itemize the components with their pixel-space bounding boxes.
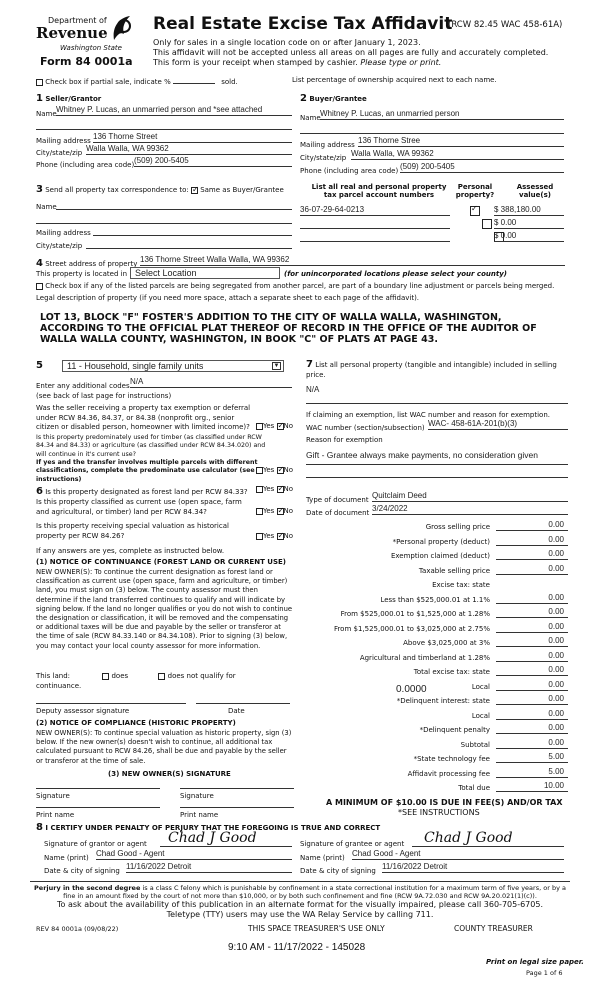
owner-signature-label-2: Signature <box>180 792 214 800</box>
tax-row-value[interactable]: 5.00 <box>496 767 568 778</box>
tax-row-value[interactable]: 0.00 <box>496 636 568 647</box>
parcel-personal-checkbox-1[interactable] <box>470 206 480 216</box>
seller-addr-field[interactable]: 136 Thorne Street <box>93 132 292 143</box>
section-3-number: 3 <box>36 184 43 195</box>
section-4-number: 4 <box>36 258 43 269</box>
parcels-header-assessed: Assessed value(s) <box>516 183 554 199</box>
tax-row-value[interactable]: 0.00 <box>496 593 568 604</box>
tax-row-value[interactable]: 0.00 <box>496 535 568 546</box>
owner-print-label-2: Print name <box>180 811 219 819</box>
tax-row-label: Local <box>471 711 490 720</box>
owner-print-label-1: Print name <box>36 811 75 819</box>
seller-phone-field[interactable]: (509) 200-5405 <box>134 156 292 167</box>
timber-no-label: No <box>283 466 294 474</box>
minimum-due-note: A MINIMUM OF $10.00 IS DUE IN FEE(S) AND/OR TAX <box>326 798 563 807</box>
doc-date-field[interactable]: 3/24/2022 <box>372 504 568 515</box>
historic-question: Is this property receiving special valuation as historical property per RCW 84.26? <box>36 522 229 540</box>
parcel-value-3[interactable]: $ 0.00 <box>494 231 564 242</box>
receipt-stamp: 9:10 AM - 11/17/2022 - 145028 <box>228 942 366 953</box>
seller-name-line2[interactable] <box>36 118 292 130</box>
notice-1-title: (1) NOTICE OF CONTINUANCE (FOREST LAND OR CURRENT USE) <box>36 558 286 566</box>
tax-row-label: Gross selling price <box>425 523 490 531</box>
header-line3-text: This form is your receipt when stamped by cashier. <box>153 58 358 67</box>
correspondence-label: Send all property tax correspondence to: <box>45 186 189 194</box>
buyer-phone-field[interactable]: (509) 200-5405 <box>400 162 564 173</box>
timber-question: Is this property predominately used for timber (as classified under RCW 84.34 and 84.33) or agriculture (as classified under RCW 84.34.020) and will continue in it's current use? <box>36 434 266 458</box>
historic-no-label: No <box>283 532 294 540</box>
partial-sale-sold: sold. <box>221 78 238 86</box>
doc-date-label: Date of document <box>306 509 370 517</box>
historic-no-checkbox[interactable] <box>277 533 284 540</box>
date-city-grantor-label: Date & city of signing <box>44 867 120 875</box>
deputy-signature-line[interactable] <box>36 696 186 704</box>
header-line2: This affidavit will not be accepted unless all areas on all pages are fully and accurately completed. <box>153 48 549 57</box>
deputy-date-label: Date <box>228 707 245 715</box>
tax-row-label: Agricultural and timberland at 1.28% <box>359 653 490 662</box>
perjury-text: is a class C felony which is punishable by confinement in a state correctional institution for a maximum term of five years, or by a fine in an amount fixed by the court of not more than $10,000, or by both such confinement and fine (RCW 9A.72.030 and RCW 9A.20.021(1)(c)). <box>63 884 566 900</box>
corr-name-field[interactable] <box>56 200 292 210</box>
uninc-note: (for unincorporated locations please select your county) <box>284 270 507 278</box>
segregated-row <box>36 282 554 290</box>
exemption-no-label: No <box>283 422 294 430</box>
section-1-title: Seller/Grantor <box>45 95 102 103</box>
parcel-number-2[interactable] <box>300 218 450 229</box>
notice-3-title: (3) NEW OWNER(S) SIGNATURE <box>108 770 231 778</box>
treasurer-use-only: THIS SPACE TREASURER'S USE ONLY <box>248 924 385 933</box>
alternate-format-note: To ask about the availability of this publication in an alternate format for the visually impaired, please call 360-705-6705. Teletype (TTY) users may use the WA Relay Service by calling 711. <box>57 900 543 919</box>
reason-label: Reason for exemption <box>306 436 383 444</box>
forest-land-row <box>36 486 248 497</box>
location-select[interactable]: Select Location <box>130 267 280 279</box>
buyer-name-label: Name <box>300 114 321 122</box>
street-label: Street address of property <box>45 260 138 268</box>
exemption-question: Was the seller receiving a property tax exemption or deferral under RCW 84.36, 84.37, or 84.38 (nonprofit org., senior citizen or disabled person, homeowner with limited income)? <box>36 404 251 431</box>
section-2-number: 2 <box>300 93 307 104</box>
form-rcw: (RCW 82.45 WAC 458-61A) <box>448 20 563 30</box>
tax-row-label: *Personal property (deduct) <box>392 537 490 546</box>
doc-type-label: Type of document <box>306 496 369 504</box>
owner-print-line-1[interactable] <box>36 800 160 808</box>
corr-name-line2[interactable] <box>36 212 292 224</box>
tax-row-label: Subtotal <box>460 740 490 749</box>
tax-row-label: Local <box>471 682 490 691</box>
correspondence-row <box>36 184 284 195</box>
buyer-phone-label: Phone (including area code) <box>300 167 399 175</box>
sig-grantee-field[interactable]: Chad J Good <box>412 830 564 847</box>
doc-type-field[interactable]: Quitclaim Deed <box>372 491 568 502</box>
exemption-yes-checkbox[interactable] <box>256 423 263 430</box>
sig-grantor-field[interactable]: Chad J Good <box>160 830 292 847</box>
buyer-name-line2[interactable] <box>300 122 564 134</box>
parcel-personal-checkbox-2[interactable] <box>482 219 492 229</box>
parcel-number-1[interactable]: 36-07-29-64-0213 <box>300 205 450 216</box>
continuance-label: continuance. <box>36 682 82 690</box>
buyer-name-field[interactable]: Whitney P. Lucas, an unmarried person <box>320 109 564 120</box>
exemption-yes-no <box>256 422 293 430</box>
partial-sale-checkbox[interactable] <box>36 79 43 86</box>
sig-grantor-label: Signature of grantor or agent <box>44 840 147 848</box>
rev-number: REV 84 0001a (09/08/22) <box>36 925 119 933</box>
sig-grantee-label: Signature of grantee or agent <box>300 840 405 848</box>
tax-row-label: From $1,525,000.01 to $3,025,000 at 2.75% <box>333 624 490 633</box>
codes-label: Enter any additional codes <box>36 382 130 390</box>
tax-row-value[interactable]: 5.00 <box>496 752 568 763</box>
tax-row-value[interactable]: 0.00 <box>496 709 568 720</box>
exemption-claim-label: If claiming an exemption, list WAC number and reason for exemption. <box>306 411 550 419</box>
personal-property-row <box>306 360 568 380</box>
name-print-grantee-field[interactable]: Chad Good - Agent <box>352 849 564 860</box>
current-use-yes-checkbox[interactable] <box>256 508 263 515</box>
tax-row-value[interactable]: 0.00 <box>496 665 568 676</box>
parcel-value-1[interactable]: $ 388,180.00 <box>494 205 564 216</box>
exemption-no-checkbox[interactable] <box>277 423 284 430</box>
owner-print-line-2[interactable] <box>180 800 294 808</box>
parcel-number-3[interactable] <box>300 231 450 242</box>
tax-row-value[interactable]: 0.00 <box>496 622 568 633</box>
current-use-no-checkbox[interactable] <box>277 508 284 515</box>
tax-calculation-table <box>300 520 568 800</box>
tax-row-label: *Delinquent penalty <box>419 726 490 734</box>
current-use-no-label: No <box>283 507 294 515</box>
forest-yes-no <box>256 485 293 493</box>
land-label: This land: <box>36 672 71 680</box>
name-print-grantor-field[interactable]: Chad Good - Agent <box>96 849 292 860</box>
does-label: does <box>111 672 129 680</box>
personal-property-line[interactable] <box>306 396 568 404</box>
forest-yes-checkbox[interactable] <box>256 486 263 493</box>
date-city-grantee-label: Date & city of signing <box>300 867 376 875</box>
deputy-signature-label: Deputy assessor signature <box>36 707 130 715</box>
current-use-question: Is this property classified as current use (open space, farm and agricultural, or timber) land per RCW 84.34? <box>36 498 242 516</box>
seller-name-field[interactable]: Whitney P. Lucas, an unmarried person and *see attached <box>56 105 292 116</box>
tax-row-value[interactable]: 0.00 <box>496 723 568 734</box>
local-rate-field[interactable]: 0.0000 <box>396 684 427 695</box>
street-row <box>36 258 137 269</box>
current-use-yes-no <box>256 507 293 515</box>
corr-addr-field[interactable] <box>93 226 292 236</box>
segregated-checkbox[interactable] <box>36 283 43 290</box>
ownership-note: List percentage of ownership acquired next to each name. <box>292 76 497 84</box>
legal-desc-label: Legal description of property (if you need more space, attach a separate sheet to each page of the affidavit). <box>36 294 420 302</box>
personal-property-label: List all personal property (tangible and intangible) included in selling price. <box>306 361 557 379</box>
forest-no-checkbox[interactable] <box>277 486 284 493</box>
legal-paper-note: Print on legal size paper. <box>486 958 584 966</box>
does-checkbox[interactable] <box>102 673 109 680</box>
parcel-value-2[interactable]: $ 0.00 <box>494 218 564 229</box>
tax-row-value[interactable]: 0.00 <box>496 520 568 531</box>
seller-city-field[interactable]: Walla Walla, WA 99362 <box>86 144 292 155</box>
tax-row-label: Affidavit processing fee <box>407 769 490 778</box>
logo-state: Washington State <box>60 44 122 52</box>
deputy-date-line[interactable] <box>196 696 290 704</box>
logo-revenue: Revenue <box>36 24 108 42</box>
date-city-grantor-field[interactable]: 11/16/2022 Detroit <box>126 862 292 873</box>
section-8-number: 8 <box>36 822 43 833</box>
if-yes-note: If any answers are yes, complete as instructed below. <box>36 547 225 555</box>
tax-row-value[interactable]: 0.00 <box>496 607 568 618</box>
notice-2-title: (2) NOTICE OF COMPLIANCE (HISTORIC PROPERTY) <box>36 719 236 727</box>
seller-addr-label: Mailing address <box>36 137 91 145</box>
buyer-heading <box>300 93 367 104</box>
tax-row-label: Excise tax: state <box>432 581 490 589</box>
timber-yes-no <box>256 466 293 474</box>
section-5-number: 5 <box>36 360 43 371</box>
wac-label: WAC number (section/subsection) <box>306 424 425 432</box>
tax-row-value[interactable]: 0.00 <box>496 680 568 691</box>
forest-no-label: No <box>283 485 294 493</box>
date-city-grantee-field[interactable]: 11/16/2022 Detroit <box>382 862 564 873</box>
corr-addr-label: Mailing address <box>36 229 91 237</box>
located-label: This property is located in <box>36 270 128 278</box>
header-line3-italic: Please type or print. <box>360 58 442 67</box>
notice-2-text: NEW OWNER(S): To continue special valuation as historic property, sign (3) below. If the new owner(s) doesn't wish to continue, all additional tax calculated pursuant to RCW 84.26, shall be due and payable by the seller or transferor at the time of sale. <box>36 729 292 765</box>
exemption-yes-label: Yes <box>263 422 275 430</box>
tax-row-value[interactable]: 0.00 <box>496 694 568 705</box>
page-number: Page 1 of 6 <box>526 969 563 977</box>
land-qualify-row <box>36 672 296 680</box>
tax-row-value[interactable]: 0.00 <box>496 564 568 575</box>
owner-signature-line-2[interactable] <box>180 781 294 789</box>
name-print-grantor-label: Name (print) <box>44 854 89 862</box>
reason-line-1[interactable] <box>306 461 568 465</box>
historic-yes-no <box>256 532 293 540</box>
owner-signature-label-1: Signature <box>36 792 70 800</box>
partial-sale-label: Check box if partial sale, indicate % <box>45 78 171 86</box>
tax-row-label: Exemption claimed (deduct) <box>390 552 490 560</box>
tax-row-label: Taxable selling price <box>418 566 490 575</box>
form-title: Real Estate Excise Tax Affidavit <box>153 14 453 34</box>
tax-row-label: From $525,000.01 to $1,525,000 at 1.28% <box>340 610 490 618</box>
see-back-note: (see back of last page for instructions) <box>36 392 172 400</box>
parcels-header-personal: Personal property? <box>455 183 495 199</box>
land-use-select[interactable] <box>62 360 284 372</box>
seller-heading <box>36 93 101 104</box>
partial-sale-percent-field[interactable] <box>173 77 215 84</box>
buyer-city-label: City/state/zip <box>300 154 347 162</box>
buyer-city-field[interactable]: Walla Walla, WA 99362 <box>351 149 564 160</box>
parcels-header-numbers: List all real and personal property tax parcel account numbers <box>311 183 447 199</box>
corr-city-field[interactable] <box>86 239 292 249</box>
tax-row-value[interactable]: 0.00 <box>496 738 568 749</box>
reason-line-2[interactable] <box>306 474 568 478</box>
same-as-buyer-label: Same as Buyer/Grantee <box>200 186 284 194</box>
does-not-checkbox[interactable] <box>158 673 165 680</box>
buyer-addr-field[interactable]: 136 Thorne Stree <box>358 136 564 147</box>
chevron-down-icon: ▼ <box>273 363 280 369</box>
logo-dept: Department of <box>48 16 107 25</box>
forest-yes-label: Yes <box>263 485 275 493</box>
corr-name-label: Name <box>36 203 57 211</box>
reason-field[interactable]: Gift - Grantee always make payments, no consideration given <box>306 450 538 460</box>
street-field[interactable]: 136 Thorne Street Walla Walla, WA 99362 <box>140 255 565 266</box>
seller-phone-label: Phone (including area code) <box>36 161 135 169</box>
seller-name-label: Name <box>36 110 57 118</box>
notice-1-text: NEW OWNER(S): To continue the current designation as forest land or classification as current use (open space, farm and agriculture, or timber) land, you must sign on (3) below. The county assessor must then determine if the land transferred continues to qualify and will indicate by signing below. If the land no longer qualifies or you do not wish to continue the designation or classification, it will be removed and the compensating or additional taxes will be due and payable by the seller or transferor at the time of sale (RCW 84.33.140 or 84.34.108). Prior to signing (3) below, you may contact your local county assessor for more information. <box>36 568 293 650</box>
logo-mark-icon <box>110 14 134 42</box>
tax-row-label: Total due <box>458 784 490 792</box>
owner-signature-line-1[interactable] <box>36 781 160 789</box>
header-line1: Only for sales in a single location code on or after January 1, 2023. <box>153 38 421 47</box>
name-print-grantee-label: Name (print) <box>300 854 345 862</box>
segregated-label: Check box if any of the listed parcels are being segregated from another parcel, are part of a boundary line adjustment or parcels being merged. <box>45 282 555 290</box>
forest-land-question: Is this property designated as forest land per RCW 84.33? <box>45 488 248 496</box>
historic-yes-checkbox[interactable] <box>256 533 263 540</box>
header-line3 <box>153 58 441 67</box>
see-instructions-note: *SEE INSTRUCTIONS <box>398 808 480 817</box>
tax-row-label: Less than $525,000.01 at 1.1% <box>380 595 490 604</box>
certify-text: I CERTIFY UNDER PENALTY OF PERJURY THAT THE FOREGOING IS TRUE AND CORRECT <box>45 824 381 832</box>
perjury-notice <box>30 881 570 900</box>
timber-yes-label: Yes <box>263 466 275 474</box>
tax-row-label: *State technology fee <box>413 755 490 763</box>
historic-yes-label: Yes <box>263 532 275 540</box>
section-6-number: 6 <box>36 486 43 497</box>
tax-row-value[interactable]: 10.00 <box>496 781 568 792</box>
section-2-title: Buyer/Grantee <box>309 95 367 103</box>
same-as-buyer-checkbox[interactable] <box>191 187 198 194</box>
seller-city-label: City/state/zip <box>36 149 83 157</box>
wac-field[interactable]: WAC- 458-61A-201(b)(3) <box>428 419 568 430</box>
corr-city-label: City/state/zip <box>36 242 83 250</box>
timber-yes-checkbox[interactable] <box>256 467 263 474</box>
section-7-number: 7 <box>306 359 313 370</box>
codes-field[interactable]: N/A <box>130 377 292 388</box>
tax-row-value[interactable]: 0.00 <box>496 651 568 662</box>
tax-row-value[interactable]: 0.00 <box>496 549 568 560</box>
does-not-label: does not qualify for <box>167 672 236 680</box>
county-treasurer: COUNTY TREASURER <box>454 924 533 933</box>
timber-no-checkbox[interactable] <box>277 467 284 474</box>
dor-logo <box>36 14 136 60</box>
perjury-bold: Perjury in the second degree <box>34 884 141 892</box>
land-use-select-value: 11 - Household, single family units <box>67 361 204 371</box>
current-use-yes-label: Yes <box>263 507 275 515</box>
tax-row-label: *Delinquent interest: state <box>396 697 490 705</box>
form-number: Form 84 0001a <box>40 55 133 68</box>
personal-property-field[interactable]: N/A <box>306 385 320 394</box>
tax-row-label: Total excise tax: state <box>413 668 490 676</box>
tax-row-label: Above $3,025,000 at 3% <box>403 639 490 647</box>
buyer-addr-label: Mailing address <box>300 141 355 149</box>
timber-question-bold: If yes and the transfer involves multiple parcels with different classifications, complete the predominate use calculator (see instructions) <box>36 459 258 483</box>
legal-description[interactable]: LOT 13, BLOCK "F" FOSTER'S ADDITION TO THE CITY OF WALLA WALLA, WASHINGTON, ACCORDING TO THE OFFICIAL PLAT THEREOF OF RECORD IN THE OFFICE OF THE AUDITOR OF WALLA WALLA COUNTY, WASHINGTON, IN BOOK "C" OF PLATS AT PAGE 43. <box>40 312 537 345</box>
section-1-number: 1 <box>36 93 43 104</box>
partial-sale-row <box>36 77 238 86</box>
